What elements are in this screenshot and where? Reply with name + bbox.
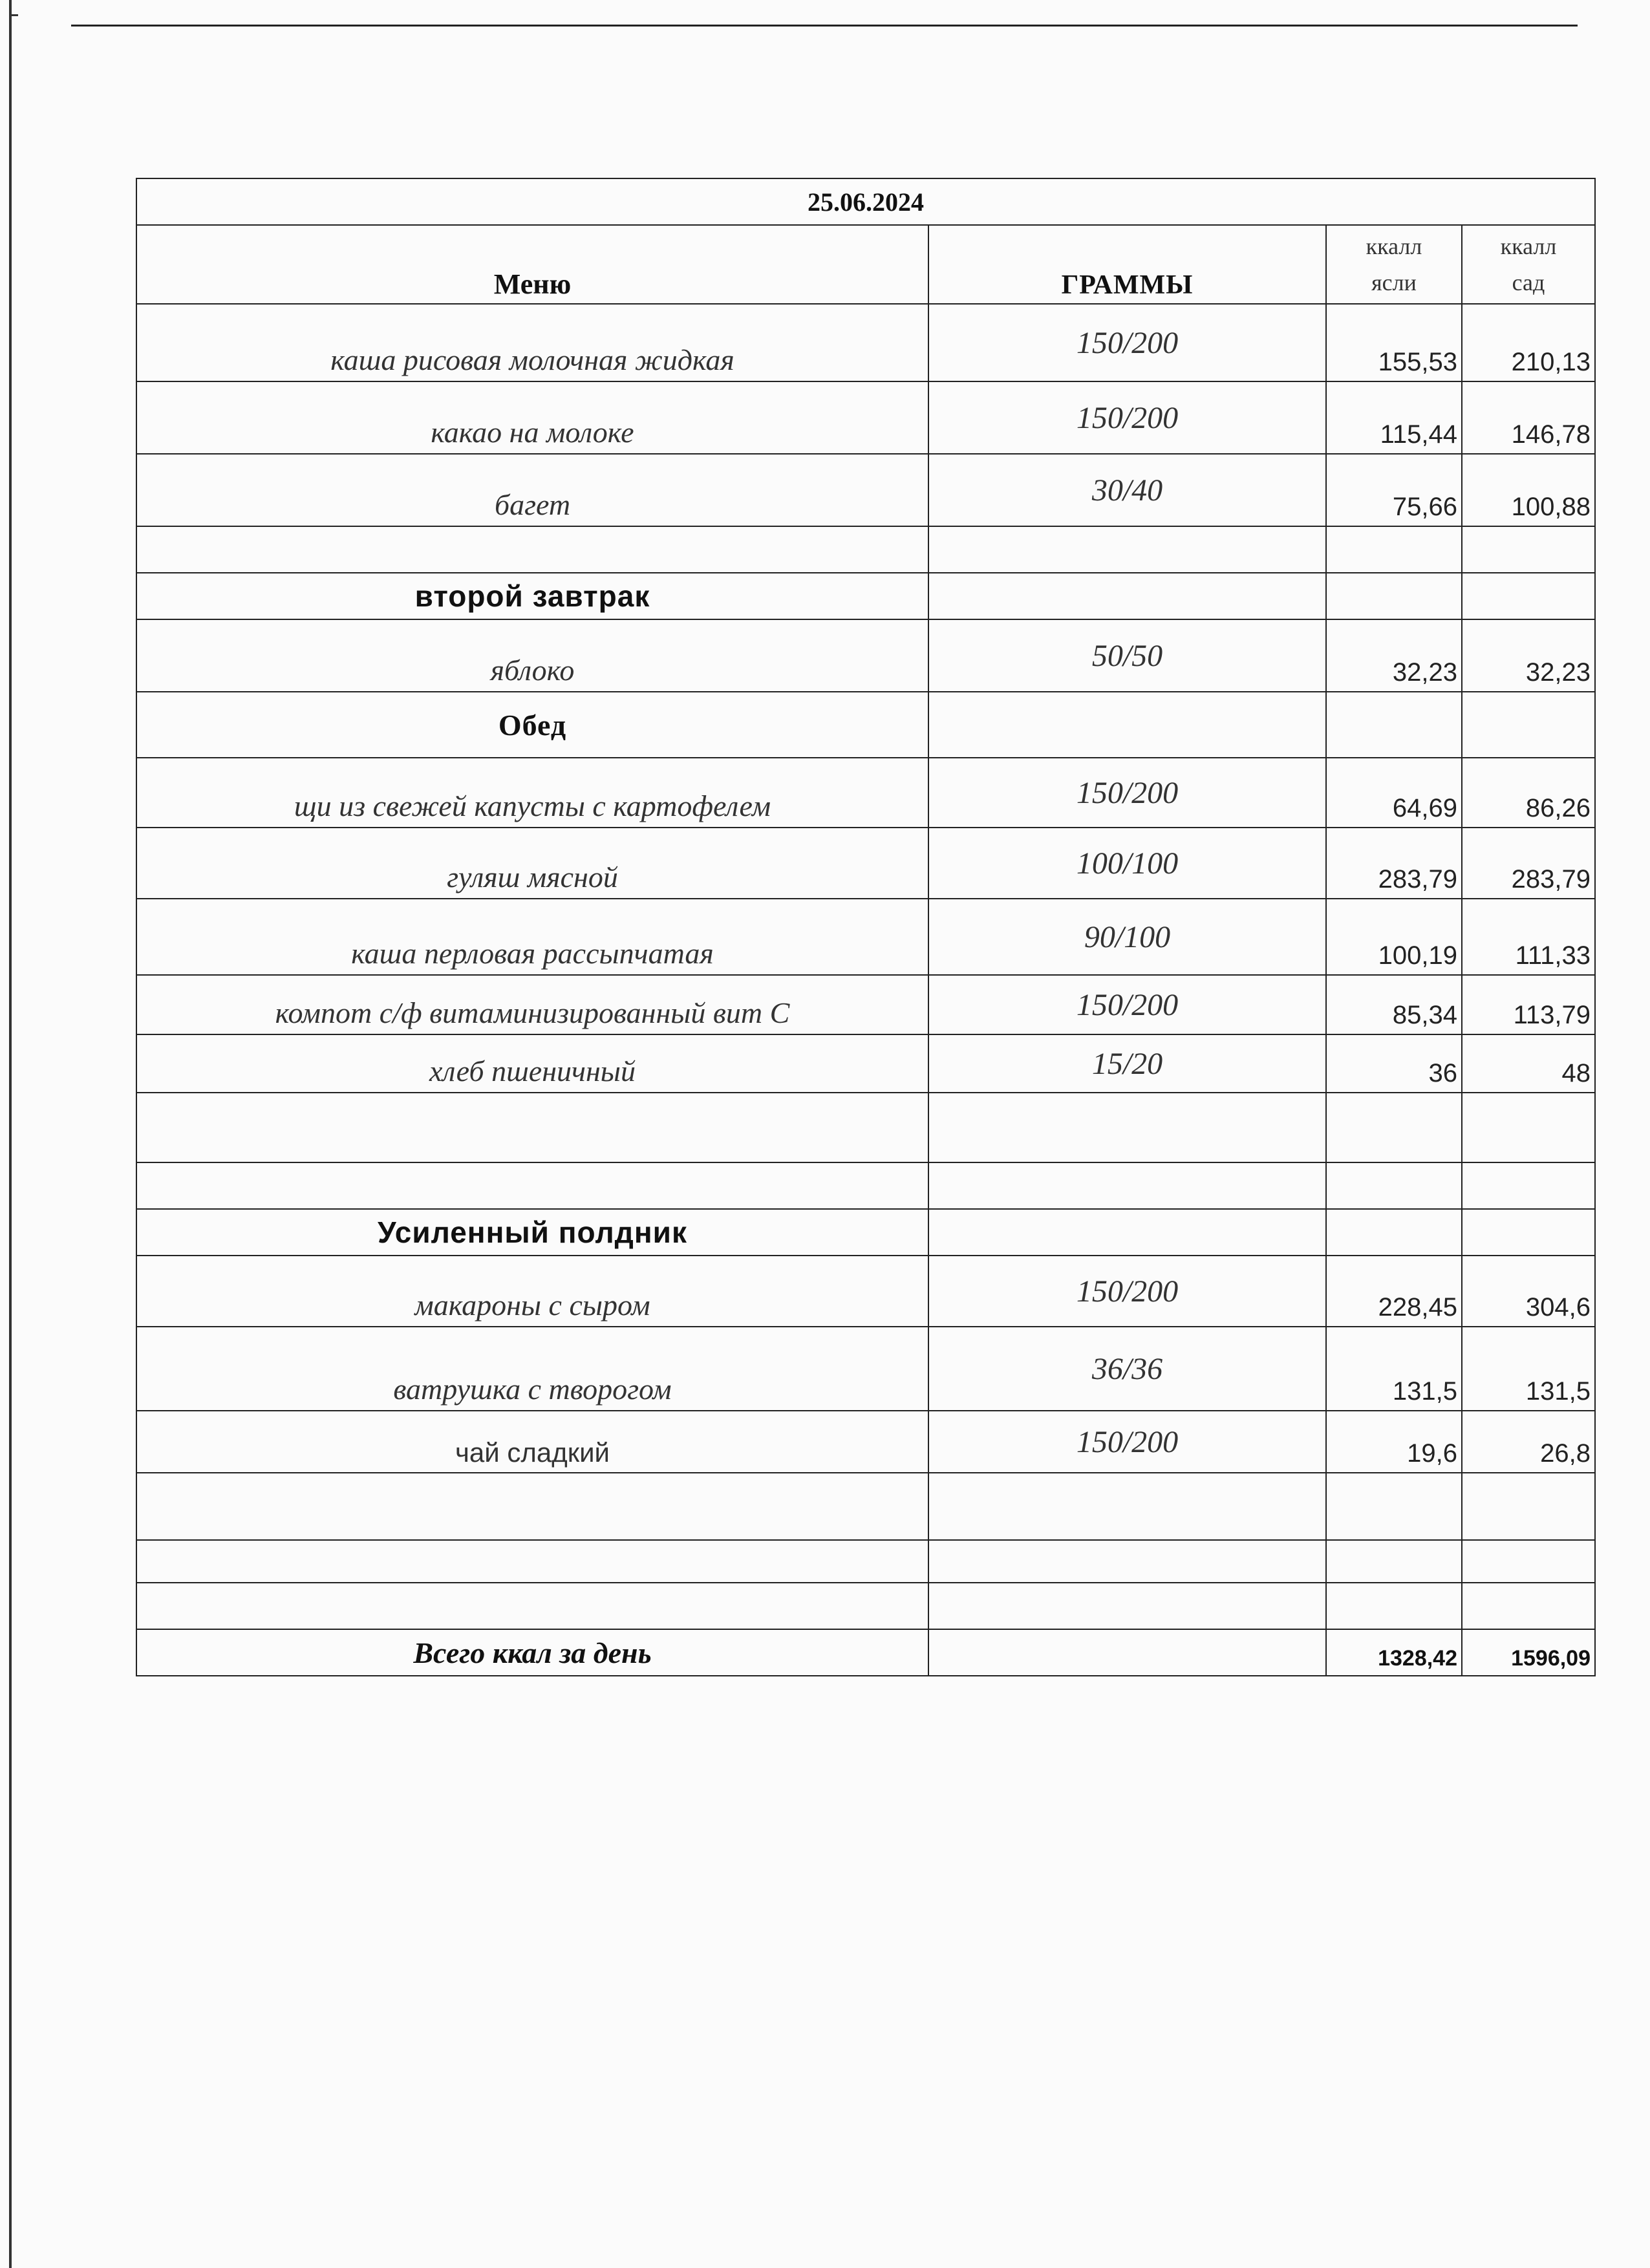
kcal-garden: 210,13 <box>1462 304 1595 381</box>
table-row <box>136 1327 1595 1411</box>
section-title: второй завтрак <box>136 573 928 619</box>
header-kcal-nursery <box>1326 225 1462 304</box>
empty-cell <box>928 1162 1326 1209</box>
table-row <box>136 828 1595 899</box>
kcal-nursery: 283,79 <box>1326 828 1462 899</box>
header-row <box>136 225 1595 304</box>
empty-cell <box>136 1093 928 1162</box>
kcal-nursery: 75,66 <box>1326 454 1462 526</box>
total-label: Всего ккал за день <box>136 1629 928 1676</box>
empty-row <box>136 1540 1595 1583</box>
empty-cell <box>928 1473 1326 1540</box>
empty-cell <box>136 1473 928 1540</box>
empty-cell <box>1462 692 1595 758</box>
table-row <box>136 454 1595 526</box>
table-row <box>136 381 1595 454</box>
empty-cell <box>928 1209 1326 1256</box>
dish-name: чай сладкий <box>136 1411 928 1473</box>
empty-cell <box>928 526 1326 573</box>
section-row <box>136 1209 1595 1256</box>
table-row <box>136 899 1595 975</box>
empty-cell <box>1326 1162 1462 1209</box>
dish-grams: 150/200 <box>928 1256 1326 1327</box>
menu-table <box>136 178 1596 1676</box>
table-row <box>136 1034 1595 1093</box>
empty-cell <box>928 1583 1326 1629</box>
empty-cell <box>136 526 928 573</box>
total-row <box>136 1629 1595 1676</box>
dish-name: каша перловая рассыпчатая <box>136 899 928 975</box>
empty-cell <box>928 1093 1326 1162</box>
kcal-nursery: 19,6 <box>1326 1411 1462 1473</box>
empty-cell <box>928 1540 1326 1583</box>
empty-cell <box>1326 1209 1462 1256</box>
section-title: Усиленный полдник <box>136 1209 928 1256</box>
header-kcal-nursery-line1: ккалл <box>1366 233 1422 259</box>
empty-row <box>136 1583 1595 1629</box>
dish-name: ватрушка с творогом <box>136 1327 928 1411</box>
dish-grams: 100/100 <box>928 828 1326 899</box>
dish-grams: 50/50 <box>928 619 1326 692</box>
header-grams: ГРАММЫ <box>928 225 1326 304</box>
empty-cell <box>1462 526 1595 573</box>
kcal-garden: 146,78 <box>1462 381 1595 454</box>
kcal-nursery: 155,53 <box>1326 304 1462 381</box>
empty-cell <box>1326 1583 1462 1629</box>
scan-mark <box>12 14 18 16</box>
kcal-nursery: 228,45 <box>1326 1256 1462 1327</box>
header-kcal-garden-line1: ккалл <box>1500 233 1557 259</box>
dish-name: каша рисовая молочная жидкая <box>136 304 928 381</box>
dish-grams: 90/100 <box>928 899 1326 975</box>
empty-cell <box>1326 1540 1462 1583</box>
dish-name: яблоко <box>136 619 928 692</box>
kcal-nursery: 131,5 <box>1326 1327 1462 1411</box>
total-kcal-garden: 1596,09 <box>1462 1629 1595 1676</box>
kcal-garden: 111,33 <box>1462 899 1595 975</box>
empty-cell <box>1326 526 1462 573</box>
header-kcal-garden <box>1462 225 1595 304</box>
empty-cell <box>1462 573 1595 619</box>
section-row <box>136 692 1595 758</box>
dish-name: какао на молоке <box>136 381 928 454</box>
kcal-nursery: 36 <box>1326 1034 1462 1093</box>
empty-row <box>136 526 1595 573</box>
kcal-nursery: 115,44 <box>1326 381 1462 454</box>
kcal-garden: 283,79 <box>1462 828 1595 899</box>
table-row <box>136 619 1595 692</box>
empty-cell <box>1326 1473 1462 1540</box>
kcal-garden: 131,5 <box>1462 1327 1595 1411</box>
kcal-garden: 86,26 <box>1462 758 1595 828</box>
kcal-garden: 304,6 <box>1462 1256 1595 1327</box>
dish-grams: 15/20 <box>928 1034 1326 1093</box>
empty-cell <box>1326 1093 1462 1162</box>
empty-cell <box>928 692 1326 758</box>
dish-name: хлеб пшеничный <box>136 1034 928 1093</box>
empty-cell <box>136 1540 928 1583</box>
empty-cell <box>136 1583 928 1629</box>
total-kcal-nursery: 1328,42 <box>1326 1629 1462 1676</box>
date-row <box>136 178 1595 225</box>
empty-row <box>136 1473 1595 1540</box>
table-row <box>136 975 1595 1034</box>
scan-edge-top <box>71 25 1578 27</box>
kcal-garden: 100,88 <box>1462 454 1595 526</box>
header-menu: Меню <box>136 225 928 304</box>
section-title: Обед <box>136 692 928 758</box>
kcal-nursery: 64,69 <box>1326 758 1462 828</box>
dish-grams: 150/200 <box>928 1411 1326 1473</box>
kcal-nursery: 100,19 <box>1326 899 1462 975</box>
kcal-garden: 26,8 <box>1462 1411 1595 1473</box>
dish-grams: 30/40 <box>928 454 1326 526</box>
dish-grams: 150/200 <box>928 758 1326 828</box>
empty-row <box>136 1162 1595 1209</box>
dish-name: компот с/ф витаминизированный вит С <box>136 975 928 1034</box>
empty-cell <box>928 1629 1326 1676</box>
empty-cell <box>1462 1209 1595 1256</box>
menu-date: 25.06.2024 <box>136 178 1595 225</box>
kcal-garden: 32,23 <box>1462 619 1595 692</box>
dish-grams: 150/200 <box>928 975 1326 1034</box>
empty-cell <box>1462 1162 1595 1209</box>
empty-cell <box>1462 1473 1595 1540</box>
table-row <box>136 758 1595 828</box>
empty-cell <box>1462 1583 1595 1629</box>
empty-cell <box>1462 1093 1595 1162</box>
kcal-garden: 113,79 <box>1462 975 1595 1034</box>
table-row <box>136 1411 1595 1473</box>
dish-name: щи из свежей капусты с картофелем <box>136 758 928 828</box>
empty-cell <box>1326 573 1462 619</box>
empty-cell <box>928 573 1326 619</box>
dish-grams: 150/200 <box>928 381 1326 454</box>
table-row <box>136 304 1595 381</box>
empty-cell <box>136 1162 928 1209</box>
section-row <box>136 573 1595 619</box>
header-kcal-garden-line2: сад <box>1512 270 1545 295</box>
dish-name: гуляш мясной <box>136 828 928 899</box>
kcal-nursery: 85,34 <box>1326 975 1462 1034</box>
empty-cell <box>1462 1540 1595 1583</box>
dish-grams: 36/36 <box>928 1327 1326 1411</box>
dish-grams: 150/200 <box>928 304 1326 381</box>
dish-name: макароны с сыром <box>136 1256 928 1327</box>
empty-row <box>136 1093 1595 1162</box>
header-kcal-nursery-line2: ясли <box>1371 270 1417 295</box>
dish-name: багет <box>136 454 928 526</box>
table-row <box>136 1256 1595 1327</box>
empty-cell <box>1326 692 1462 758</box>
kcal-nursery: 32,23 <box>1326 619 1462 692</box>
kcal-garden: 48 <box>1462 1034 1595 1093</box>
scan-edge-left <box>9 0 12 2268</box>
